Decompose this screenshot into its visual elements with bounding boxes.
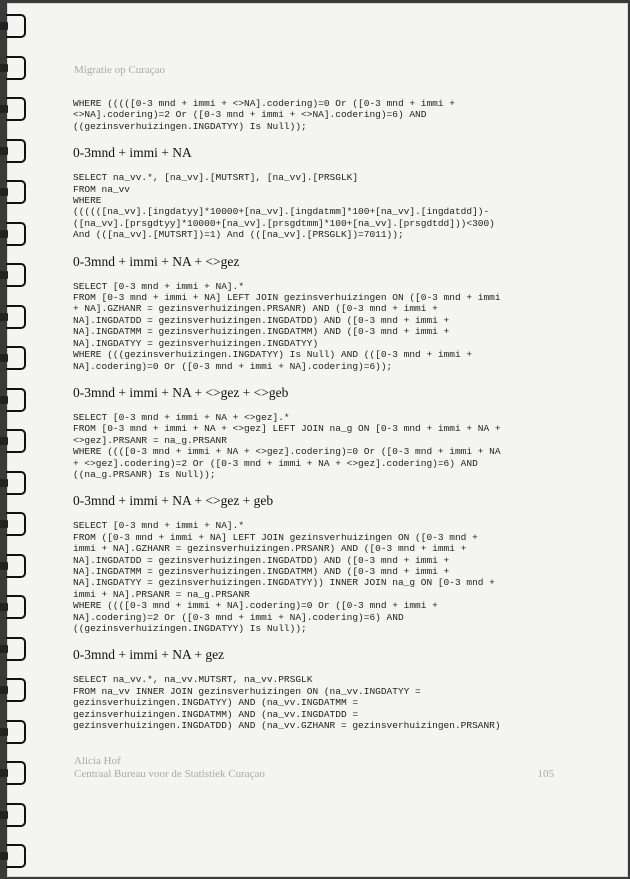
footer-organization: Centraal Bureau voor de Statistiek Curaçao: [74, 768, 265, 780]
query-heading: 0-3mnd + immi + NA + gez: [73, 647, 225, 663]
binding-ring: [6, 97, 26, 121]
binding-ring: [6, 678, 26, 702]
binding-ring: [6, 222, 26, 246]
query-heading: 0-3mnd + immi + NA + <>gez + <>geb: [73, 384, 289, 400]
binding-ring: [6, 180, 26, 204]
binding-ring: [6, 761, 26, 785]
spiral-binding: [0, 0, 28, 879]
binding-ring: [6, 263, 26, 287]
sql-code-block: WHERE (((([0-3 mnd + immi + <>NA].codering)=0 Or ([0-3 mnd + immi + <>NA].codering)=2 Or ([0-3 mnd + immi + <>NA].codering)=6) AND ((gezinsverhuizingen.INGDATYY) Is Null));: [73, 98, 455, 132]
query-heading: 0-3mnd + immi + NA: [73, 145, 192, 161]
running-header: Migratie op Curaçao: [74, 64, 166, 76]
binding-ring: [6, 720, 26, 744]
binding-ring: [6, 388, 26, 412]
binding-ring: [6, 844, 26, 868]
binding-ring: [6, 554, 26, 578]
page-footer: [74, 755, 554, 781]
binding-ring: [6, 305, 26, 329]
binding-ring: [6, 56, 26, 80]
sql-code-block: SELECT [0-3 mnd + immi + NA].* FROM [0-3 mnd + immi + NA] LEFT JOIN gezinsverhuizingen ON ([0-3 mnd + immi + NA].GZHANR = gezinsverhuizingen.PRSANR) AND ([0-3 mnd + immi + NA].INGDATDD = gezinsverhuizingen.INGDATDD) AND ([0-3 mnd + immi + NA].INGDATMM = gezinsverhuizingen.INGDATMM) AND ([0-3 mnd + immi + NA].INGDATYY = gezinsverhuizingen.INGDATYY) WHERE (((gezinsverhuizingen.INGDATYY) Is Null) AND (([0-3 mnd + immi + NA].codering)=0 Or ([0-3 mnd + immi + NA].codering)=6));: [73, 280, 501, 372]
binding-ring: [6, 139, 26, 163]
page-number: 105: [537, 768, 554, 780]
binding-ring: [6, 471, 26, 495]
footer-author: Alicia Hof: [74, 755, 121, 767]
query-heading: 0-3mnd + immi + NA + <>gez: [73, 253, 240, 269]
binding-ring: [6, 512, 26, 536]
sql-code-block: SELECT na_vv.*, [na_vv].[MUTSRT], [na_vv].[PRSGLK] FROM na_vv WHERE ((((([na_vv].[ingdatyy]*10000+[na_vv].[ingdatmm]*100+[na_vv].[ingdatdd])- ([na_vv].[prsgdtyy]*10000+[na_vv].[prsgdtmm]*100+[na_vv].[prsgdtdd]))<300) And (([na_vv].[MUTSRT])=1) And (([na_vv].[PRSGLK])=7011));: [73, 172, 495, 241]
sql-code-block: SELECT na_vv.*, na_vv.MUTSRT, na_vv.PRSGLK FROM na_vv INNER JOIN gezinsverhuizingen ON (na_vv.INGDATYY = gezinsverhuizingen.INGDATYY) AND (na_vv.INGDATMM = gezinsverhuizingen.INGDATMM) AND (na_vv.INGDATDD = gezinsverhuizingen.INGDATDD) AND (na_vv.GZHANR = gezinsverhuizingen.PRSANR): [73, 674, 501, 732]
binding-ring: [6, 14, 26, 38]
binding-ring: [6, 429, 26, 453]
binding-ring: [6, 595, 26, 619]
binding-ring: [6, 346, 26, 370]
sql-code-block: SELECT [0-3 mnd + immi + NA].* FROM ([0-3 mnd + immi + NA] LEFT JOIN gezinsverhuizingen ON ([0-3 mnd + immi + NA].GZHANR = gezinsverhuizingen.PRSANR) AND ([0-3 mnd + immi + NA].INGDATDD = gezinsverhuizingen.INGDATDD) AND ([0-3 mnd + immi + NA].INGDATMM = gezinsverhuizingen.INGDATMM) AND ([0-3 mnd + immi + NA].INGDATYY = gezinsverhuizingen.INGDATYY)) INNER JOIN na_g ON [0-3 mnd + immi + NA].PRSANR = na_g.PRSANR WHERE ((([0-3 mnd + immi + NA].codering)=0 Or ([0-3 mnd + immi + NA].codering)=2 Or ([0-3 mnd + immi + NA].codering)=6) AND ((gezinsverhuizingen.INGDATYY) Is Null));: [73, 520, 495, 634]
document-body: [73, 98, 553, 731]
binding-ring: [6, 637, 26, 661]
sql-code-block: SELECT [0-3 mnd + immi + NA + <>gez].* FROM [0-3 mnd + immi + NA + <>gez] LEFT JOIN na_g ON [0-3 mnd + immi + NA + <>gez].PRSANR = na_g.PRSANR WHERE ((([0-3 mnd + immi + NA + <>gez].codering)=0 Or ([0-3 mnd + immi + NA + <>gez].codering)=2 Or ([0-3 mnd + immi + NA + <>gez].codering)=6) AND ((na_g.PRSANR) Is Null));: [73, 411, 501, 480]
query-heading: 0-3mnd + immi + NA + <>gez + geb: [73, 493, 274, 509]
binding-ring: [6, 803, 26, 827]
